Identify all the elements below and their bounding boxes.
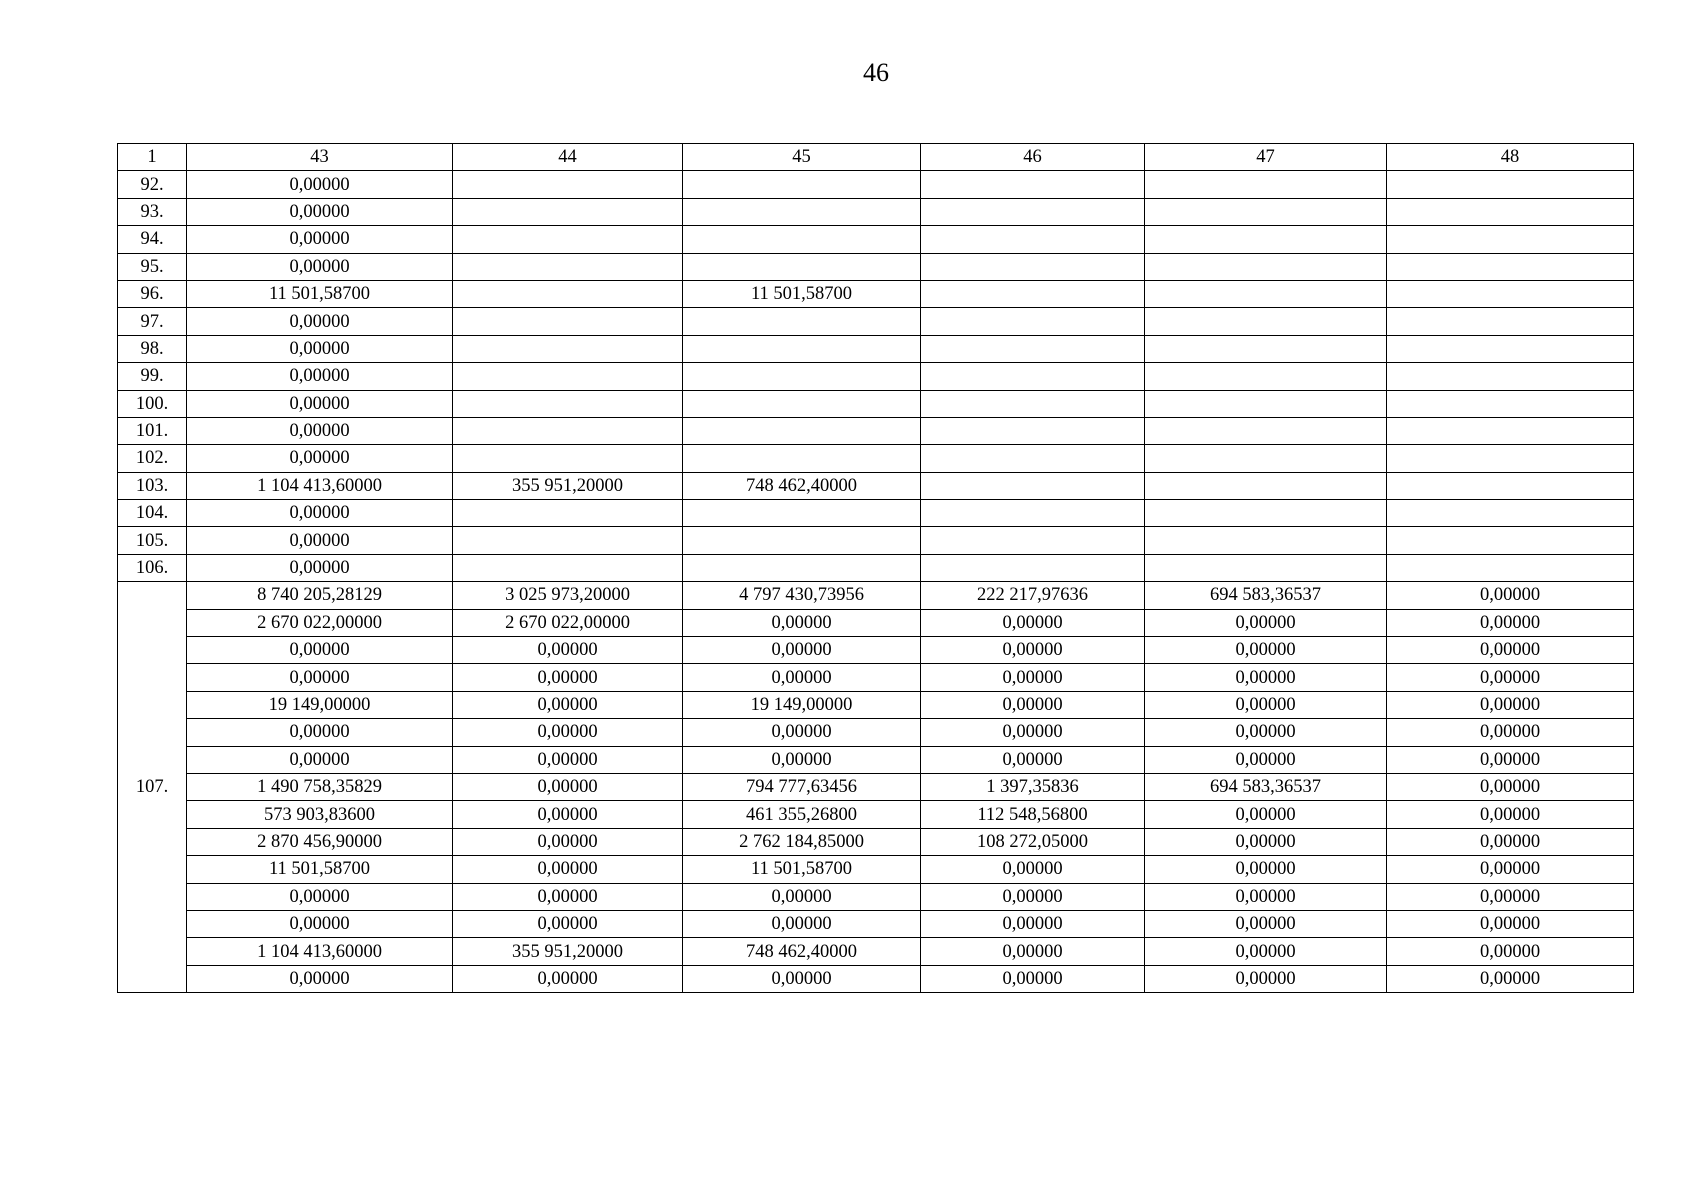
table-row (118, 253, 1634, 280)
table-cell: 0,00000 (1387, 637, 1634, 664)
table-cell: 0,00000 (1387, 938, 1634, 965)
table-cell: 11 501,58700 (683, 856, 921, 883)
table-row (118, 965, 1634, 992)
table-cell: 0,00000 (921, 637, 1145, 664)
table-cell: 0,00000 (453, 746, 683, 773)
table-cell (453, 363, 683, 390)
row-number: 93. (118, 198, 187, 225)
table-cell (453, 500, 683, 527)
table-cell (683, 500, 921, 527)
row-number: 94. (118, 226, 187, 253)
table-cell: 0,00000 (187, 500, 453, 527)
table-cell (1145, 335, 1387, 362)
table-cell: 748 462,40000 (683, 938, 921, 965)
table-cell: 19 149,00000 (683, 691, 921, 718)
table-cell: 1 104 413,60000 (187, 472, 453, 499)
table-cell: 11 501,58700 (187, 280, 453, 307)
table-cell: 355 951,20000 (453, 938, 683, 965)
table-row (118, 938, 1634, 965)
table-cell: 694 583,36537 (1145, 582, 1387, 609)
table-cell: 0,00000 (683, 719, 921, 746)
table-cell: 694 583,36537 (1145, 773, 1387, 800)
table-cell: 0,00000 (187, 664, 453, 691)
table-cell: 0,00000 (1145, 828, 1387, 855)
table-cell (1387, 472, 1634, 499)
table-cell: 0,00000 (921, 691, 1145, 718)
column-header: 46 (921, 144, 1145, 171)
table-cell: 0,00000 (1145, 691, 1387, 718)
table-cell: 112 548,56800 (921, 801, 1145, 828)
row-number: 105. (118, 527, 187, 554)
table-cell: 0,00000 (683, 664, 921, 691)
table-row (118, 664, 1634, 691)
table-cell (1145, 554, 1387, 581)
table-cell: 0,00000 (1145, 719, 1387, 746)
table-cell: 573 903,83600 (187, 801, 453, 828)
table-row (118, 363, 1634, 390)
table-cell: 222 217,97636 (921, 582, 1145, 609)
table-cell: 8 740 205,28129 (187, 582, 453, 609)
table-cell: 0,00000 (921, 883, 1145, 910)
table-cell: 11 501,58700 (683, 280, 921, 307)
table-cell (1387, 253, 1634, 280)
row-number: 97. (118, 308, 187, 335)
table-cell (921, 363, 1145, 390)
table-cell (453, 417, 683, 444)
column-header: 45 (683, 144, 921, 171)
table-cell: 0,00000 (1387, 883, 1634, 910)
table-cell: 0,00000 (1145, 746, 1387, 773)
table-cell (683, 171, 921, 198)
table-cell: 0,00000 (1145, 637, 1387, 664)
table-cell: 0,00000 (187, 965, 453, 992)
table-cell (1145, 472, 1387, 499)
table-cell (921, 308, 1145, 335)
table-cell: 0,00000 (1145, 664, 1387, 691)
table-row (118, 472, 1634, 499)
table-cell (453, 554, 683, 581)
table-cell: 2 670 022,00000 (187, 609, 453, 636)
table-cell: 0,00000 (921, 664, 1145, 691)
table-cell: 0,00000 (453, 773, 683, 800)
row-number: 107. (118, 582, 187, 993)
table-cell: 11 501,58700 (187, 856, 453, 883)
table-cell: 0,00000 (1145, 801, 1387, 828)
table-cell (453, 253, 683, 280)
table-cell (453, 280, 683, 307)
row-number: 106. (118, 554, 187, 581)
table-cell (1145, 500, 1387, 527)
table-cell: 0,00000 (1387, 664, 1634, 691)
table-cell: 0,00000 (1387, 582, 1634, 609)
table-cell: 0,00000 (453, 883, 683, 910)
table-cell (683, 253, 921, 280)
data-table (117, 143, 1634, 993)
column-header: 47 (1145, 144, 1387, 171)
table-cell: 0,00000 (187, 883, 453, 910)
table-cell (1145, 226, 1387, 253)
table-cell (1145, 253, 1387, 280)
table-row (118, 335, 1634, 362)
table-row (118, 417, 1634, 444)
row-number: 103. (118, 472, 187, 499)
table-cell: 0,00000 (921, 965, 1145, 992)
table-cell: 0,00000 (1387, 691, 1634, 718)
row-number: 102. (118, 445, 187, 472)
table-cell: 0,00000 (1145, 938, 1387, 965)
table-row (118, 801, 1634, 828)
table-cell: 0,00000 (1387, 801, 1634, 828)
header-row (118, 144, 1634, 171)
table-cell (453, 171, 683, 198)
table-cell (921, 445, 1145, 472)
table-cell: 0,00000 (453, 664, 683, 691)
table-cell: 0,00000 (187, 390, 453, 417)
table-row (118, 445, 1634, 472)
table-cell: 2 870 456,90000 (187, 828, 453, 855)
page-number: 46 (863, 58, 889, 87)
table-cell: 0,00000 (1387, 856, 1634, 883)
table-row (118, 308, 1634, 335)
column-header: 1 (118, 144, 187, 171)
table-cell: 0,00000 (453, 856, 683, 883)
table-cell (921, 335, 1145, 362)
table-cell: 0,00000 (453, 691, 683, 718)
table-cell: 0,00000 (187, 910, 453, 937)
table-cell: 0,00000 (921, 856, 1145, 883)
table-cell: 3 025 973,20000 (453, 582, 683, 609)
table-cell: 0,00000 (187, 363, 453, 390)
table-cell: 748 462,40000 (683, 472, 921, 499)
table-cell (453, 445, 683, 472)
table-cell: 0,00000 (683, 910, 921, 937)
table-cell: 0,00000 (187, 417, 453, 444)
table-row (118, 883, 1634, 910)
table-cell (453, 226, 683, 253)
table-cell (1387, 390, 1634, 417)
table-cell (683, 390, 921, 417)
table-cell (1145, 308, 1387, 335)
table-cell: 0,00000 (453, 910, 683, 937)
table-cell (1387, 417, 1634, 444)
table-row (118, 910, 1634, 937)
table-cell: 0,00000 (187, 527, 453, 554)
table-row (118, 691, 1634, 718)
table-cell (1145, 445, 1387, 472)
table-cell (921, 198, 1145, 225)
column-header: 48 (1387, 144, 1634, 171)
table-cell: 0,00000 (1387, 910, 1634, 937)
table-cell: 0,00000 (453, 965, 683, 992)
table-cell (683, 363, 921, 390)
table-cell (1387, 554, 1634, 581)
table-cell (1145, 417, 1387, 444)
row-number: 101. (118, 417, 187, 444)
table-cell: 0,00000 (683, 609, 921, 636)
table-cell (683, 226, 921, 253)
table-row (118, 609, 1634, 636)
table-cell: 355 951,20000 (453, 472, 683, 499)
table-cell (683, 445, 921, 472)
table-cell: 0,00000 (187, 637, 453, 664)
table-cell (1145, 171, 1387, 198)
table-cell (683, 527, 921, 554)
table-cell (1387, 445, 1634, 472)
table-cell: 0,00000 (921, 609, 1145, 636)
table-cell: 0,00000 (1387, 719, 1634, 746)
table-cell (1387, 335, 1634, 362)
table-cell: 0,00000 (1387, 746, 1634, 773)
table-cell: 0,00000 (1387, 609, 1634, 636)
table-cell: 0,00000 (187, 719, 453, 746)
table-row (118, 856, 1634, 883)
table-cell: 0,00000 (187, 335, 453, 362)
table-cell (1145, 280, 1387, 307)
table-cell (683, 198, 921, 225)
row-number: 99. (118, 363, 187, 390)
table-cell: 0,00000 (683, 637, 921, 664)
table-cell (683, 308, 921, 335)
table-cell (453, 335, 683, 362)
row-number: 98. (118, 335, 187, 362)
table-cell (921, 500, 1145, 527)
table-cell: 0,00000 (453, 801, 683, 828)
table-row (118, 719, 1634, 746)
table-cell: 0,00000 (187, 226, 453, 253)
column-header: 44 (453, 144, 683, 171)
table-cell (1145, 527, 1387, 554)
table-cell (453, 308, 683, 335)
table-row (118, 171, 1634, 198)
table-cell: 0,00000 (683, 746, 921, 773)
table-cell (921, 472, 1145, 499)
row-number: 95. (118, 253, 187, 280)
table-cell (453, 527, 683, 554)
row-number: 104. (118, 500, 187, 527)
row-number: 96. (118, 280, 187, 307)
table-cell: 0,00000 (1145, 609, 1387, 636)
table-row (118, 390, 1634, 417)
table-cell: 0,00000 (1145, 965, 1387, 992)
table-cell: 0,00000 (1145, 883, 1387, 910)
table-cell (1145, 198, 1387, 225)
table-cell (1387, 308, 1634, 335)
table-cell (921, 253, 1145, 280)
table-row (118, 198, 1634, 225)
table-cell: 0,00000 (1387, 828, 1634, 855)
table-cell: 2 762 184,85000 (683, 828, 921, 855)
table-cell (921, 226, 1145, 253)
column-header: 43 (187, 144, 453, 171)
table-cell (683, 554, 921, 581)
table-cell: 0,00000 (921, 938, 1145, 965)
table-cell (683, 335, 921, 362)
table-cell: 0,00000 (187, 198, 453, 225)
table-cell (1387, 198, 1634, 225)
table-cell (1387, 527, 1634, 554)
table-cell (921, 171, 1145, 198)
table-cell (1387, 171, 1634, 198)
table-row (118, 554, 1634, 581)
table-cell: 0,00000 (187, 253, 453, 280)
table-cell: 0,00000 (1387, 965, 1634, 992)
table-cell: 0,00000 (187, 308, 453, 335)
table-cell: 0,00000 (453, 828, 683, 855)
table-cell: 1 490 758,35829 (187, 773, 453, 800)
table-cell: 108 272,05000 (921, 828, 1145, 855)
table-cell: 0,00000 (453, 637, 683, 664)
table-row (118, 280, 1634, 307)
table-cell (1387, 363, 1634, 390)
table-cell (453, 198, 683, 225)
table-cell: 4 797 430,73956 (683, 582, 921, 609)
table-cell: 0,00000 (683, 965, 921, 992)
table-row (118, 226, 1634, 253)
table-cell: 0,00000 (1387, 773, 1634, 800)
table-cell: 0,00000 (187, 554, 453, 581)
table-row (118, 746, 1634, 773)
table-cell: 0,00000 (1145, 856, 1387, 883)
table-cell: 1 397,35836 (921, 773, 1145, 800)
table-cell: 461 355,26800 (683, 801, 921, 828)
table-cell (921, 554, 1145, 581)
table-row (118, 527, 1634, 554)
table-cell: 0,00000 (453, 719, 683, 746)
table-cell: 1 104 413,60000 (187, 938, 453, 965)
table-cell (921, 390, 1145, 417)
table-cell: 0,00000 (921, 719, 1145, 746)
table-cell (921, 417, 1145, 444)
table-row (118, 582, 1634, 609)
table-cell: 0,00000 (921, 746, 1145, 773)
table-cell: 0,00000 (187, 746, 453, 773)
table-cell (453, 390, 683, 417)
table-cell (1145, 363, 1387, 390)
table-body (118, 144, 1634, 993)
table-cell: 0,00000 (1145, 910, 1387, 937)
table-cell: 2 670 022,00000 (453, 609, 683, 636)
table-cell: 794 777,63456 (683, 773, 921, 800)
table-cell: 0,00000 (187, 171, 453, 198)
table-cell: 0,00000 (683, 883, 921, 910)
row-number: 92. (118, 171, 187, 198)
table-row (118, 828, 1634, 855)
table-cell (1145, 390, 1387, 417)
table-cell (1387, 500, 1634, 527)
table-row (118, 637, 1634, 664)
table-cell: 0,00000 (187, 445, 453, 472)
table-cell (683, 417, 921, 444)
table-cell (1387, 280, 1634, 307)
table-row (118, 773, 1634, 800)
table-row (118, 500, 1634, 527)
table-cell: 19 149,00000 (187, 691, 453, 718)
table-cell (1387, 226, 1634, 253)
row-number: 100. (118, 390, 187, 417)
table-cell: 0,00000 (921, 910, 1145, 937)
table-cell (921, 527, 1145, 554)
table-cell (921, 280, 1145, 307)
